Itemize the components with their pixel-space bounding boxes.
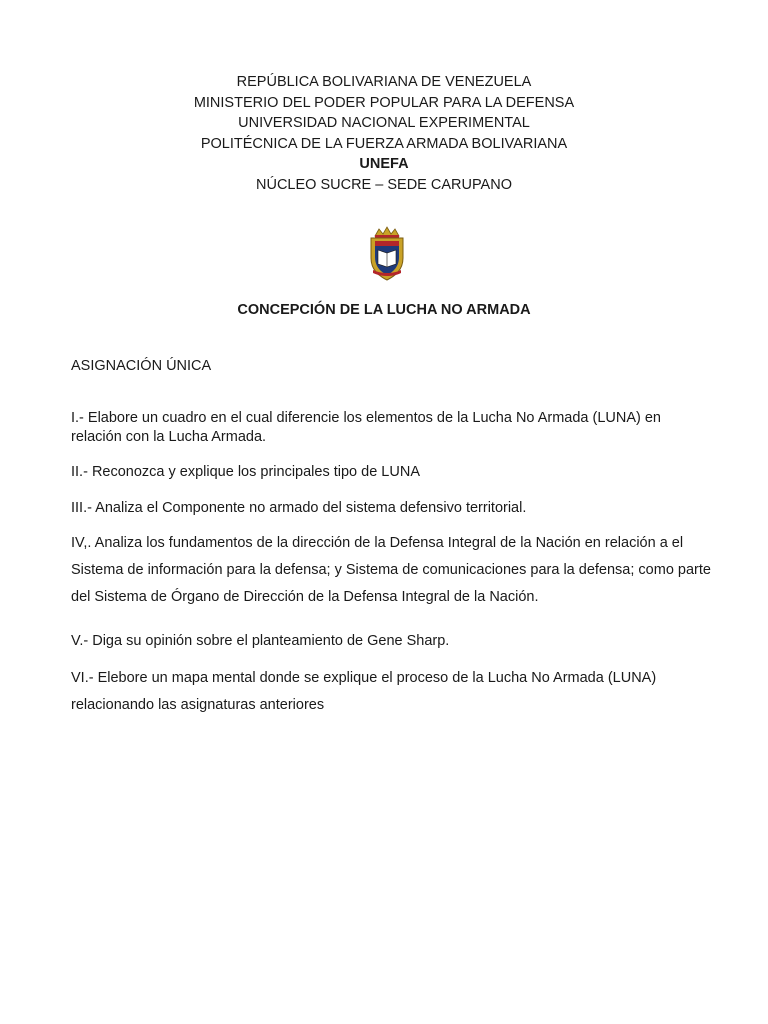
assignment-item-6: VI.- Elebore un mapa mental donde se explique el proceso de la Lucha No Armada (LUNA) relacionando las asignaturas anteriores: [71, 670, 657, 713]
institution-header: [0, 72, 768, 195]
header-line-university: UNIVERSIDAD NACIONAL EXPERIMENTAL: [238, 115, 530, 131]
header-line-acronym: UNEFA: [359, 156, 409, 172]
assignment-heading: ASIGNACIÓN ÚNICA: [71, 358, 212, 374]
header-line-campus: NÚCLEO SUCRE – SEDE CARUPANO: [256, 176, 512, 193]
document-title: CONCEPCIÓN DE LA LUCHA NO ARMADA: [237, 302, 531, 318]
assignment-item-3: III.- Analiza el Componente no armado del sistema defensivo territorial.: [71, 500, 527, 516]
header-line-country: REPÚBLICA BOLIVARIANA DE VENEZUELA: [236, 74, 532, 90]
assignment-item-5: V.- Diga su opinión sobre el planteamiento de Gene Sharp.: [71, 633, 450, 649]
header-line-polytechnic: POLITÉCNICA DE LA FUERZA ARMADA BOLIVARIANA: [200, 135, 568, 152]
header-line-ministry: MINISTERIO DEL PODER POPULAR PARA LA DEFENSA: [193, 94, 575, 111]
assignment-item-4: IV,. Analiza los fundamentos de la dirección de la Defensa Integral de la Nación en relación a el Sistema de información para la defensa; y Sistema de comunicaciones para la defensa; como parte del Sistema de Órgano de Dirección de la Defensa Integral de la Nación.: [71, 535, 711, 605]
assignment-item-2: II.- Reconozca y explique los principales tipo de LUNA: [71, 464, 420, 480]
unefa-crest-icon: [367, 226, 407, 282]
assignment-item-1: I.- Elabore un cuadro en el cual diferencie los elementos de la Lucha No Armada (LUNA) en relación con la Lucha Armada.: [71, 410, 661, 445]
